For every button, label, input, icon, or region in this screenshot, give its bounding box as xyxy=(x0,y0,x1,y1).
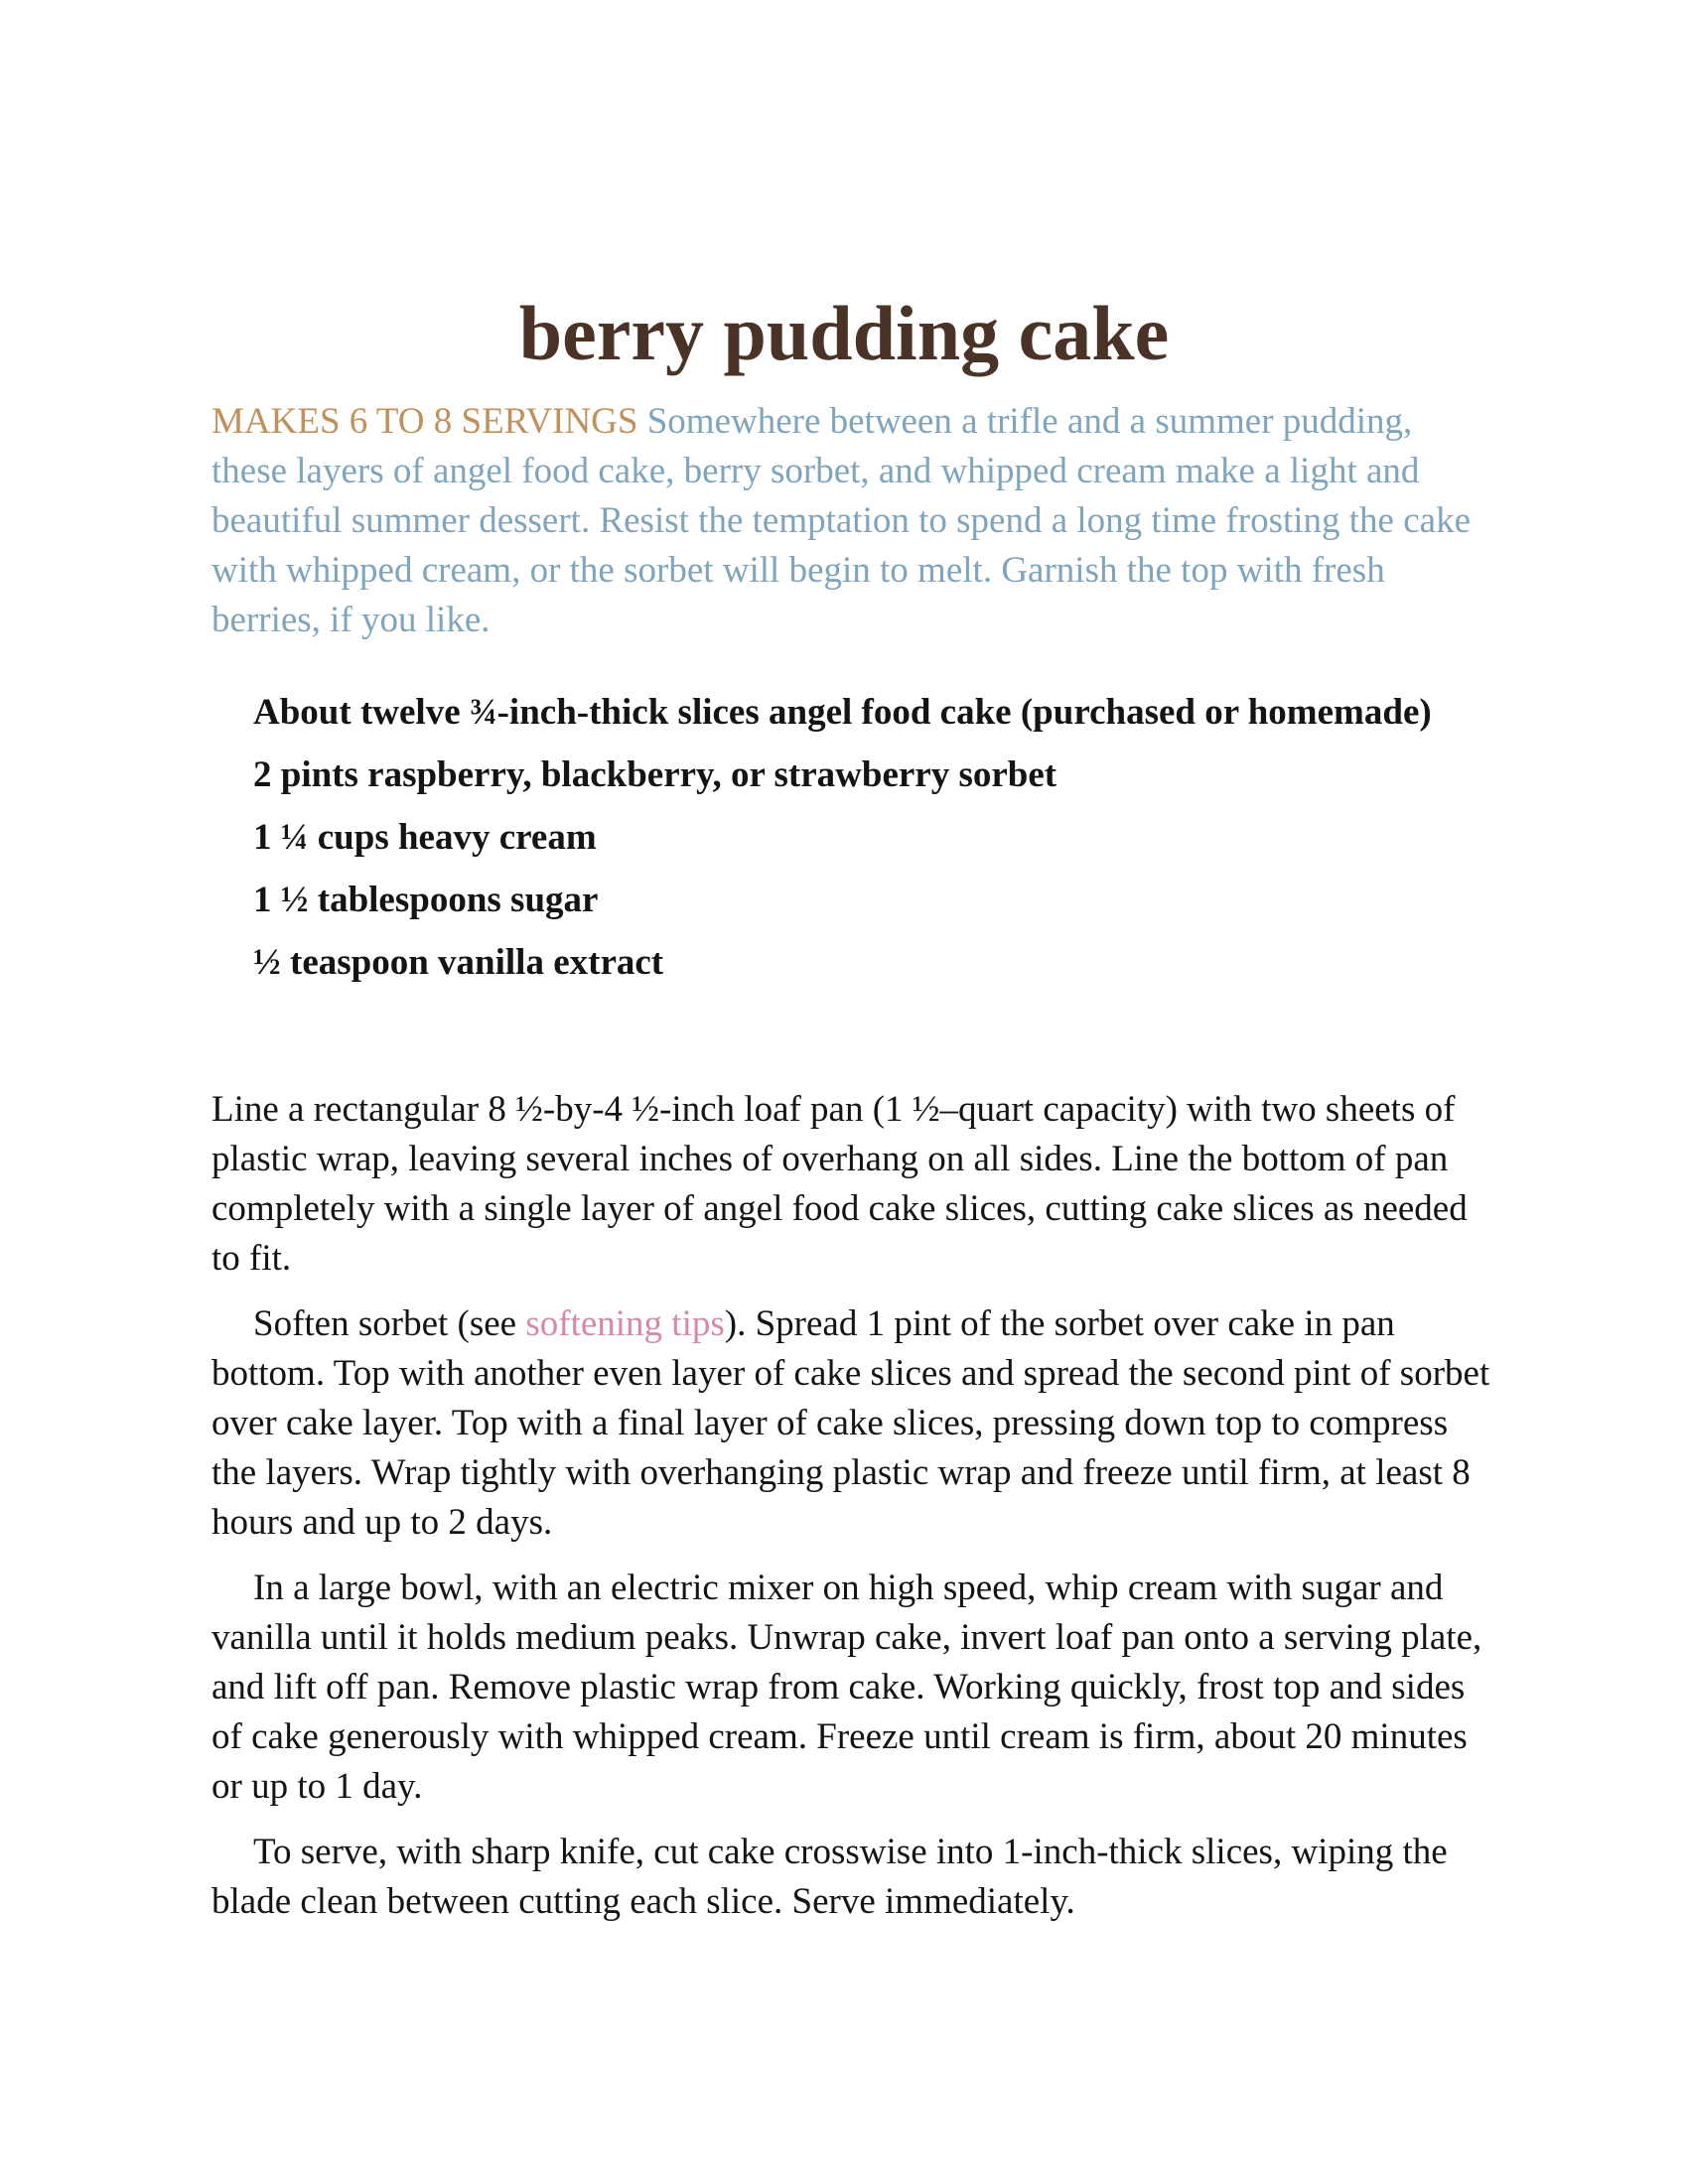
recipe-intro xyxy=(211,397,1492,645)
step-2-text-after: ). Spread 1 pint of the sorbet over cake in pan bottom. Top with another even layer of cake slices and spread the second pint of sorbet over cake layer. Top with a final layer of cake slices, pressing down top to compress the layers. Wrap tightly with overhanging plastic wrap and freeze until firm, at least 8 hours and up to 2 days. xyxy=(211,1303,1490,1543)
ingredient-item: ½ teaspoon vanilla extract xyxy=(253,942,664,983)
direction-step-1: Line a rectangular 8 ½-by-4 ½-inch loaf pan (1 ½–quart capacity) with two sheets of plastic wrap, leaving several inches of overhang on all sides. Line the bottom of pan completely with a single layer of angel food cake slices, cutting cake slices as needed to fit. xyxy=(211,1089,1468,1279)
ingredient-item: About twelve ¾-inch-thick slices angel food cake (purchased or homemade) xyxy=(253,692,1432,733)
directions xyxy=(211,1085,1492,1943)
softening-tips-link[interactable]: softening tips xyxy=(525,1303,725,1344)
direction-step-2 xyxy=(211,1299,1492,1548)
ingredient-list xyxy=(253,688,1475,1001)
ingredient-item: 1 ¼ cups heavy cream xyxy=(253,817,597,858)
step-2-text-before: Soften sorbet (see xyxy=(253,1303,526,1344)
direction-step-4: To serve, with sharp knife, cut cake crosswise into 1-inch-thick slices, wiping the blade clean between cutting each slice. Serve immediately. xyxy=(211,1832,1448,1922)
ingredient-item: 1 ½ tablespoons sugar xyxy=(253,880,599,920)
servings-label: MAKES 6 TO 8 SERVINGS xyxy=(211,401,638,442)
recipe-title: berry pudding cake xyxy=(518,290,1170,376)
ingredient-item: 2 pints raspberry, blackberry, or strawberry sorbet xyxy=(253,754,1057,795)
intro-text: Somewhere between a trifle and a summer pudding, these layers of angel food cake, berry sorbet, and whipped cream make a light and beautiful summer dessert. Resist the temptation to spend a long time frosting the cake with whipped cream, or the sorbet will begin to melt. Garnish the top with fresh berries, if you like. xyxy=(211,401,1471,640)
direction-step-3: In a large bowl, with an electric mixer on high speed, whip cream with sugar and vanilla until it holds medium peaks. Unwrap cake, invert loaf pan onto a serving plate, and lift off pan. Remove plastic wrap from cake. Working quickly, frost top and sides of cake generously with whipped cream. Freeze until cream is firm, about 20 minutes or up to 1 day. xyxy=(211,1568,1482,1807)
